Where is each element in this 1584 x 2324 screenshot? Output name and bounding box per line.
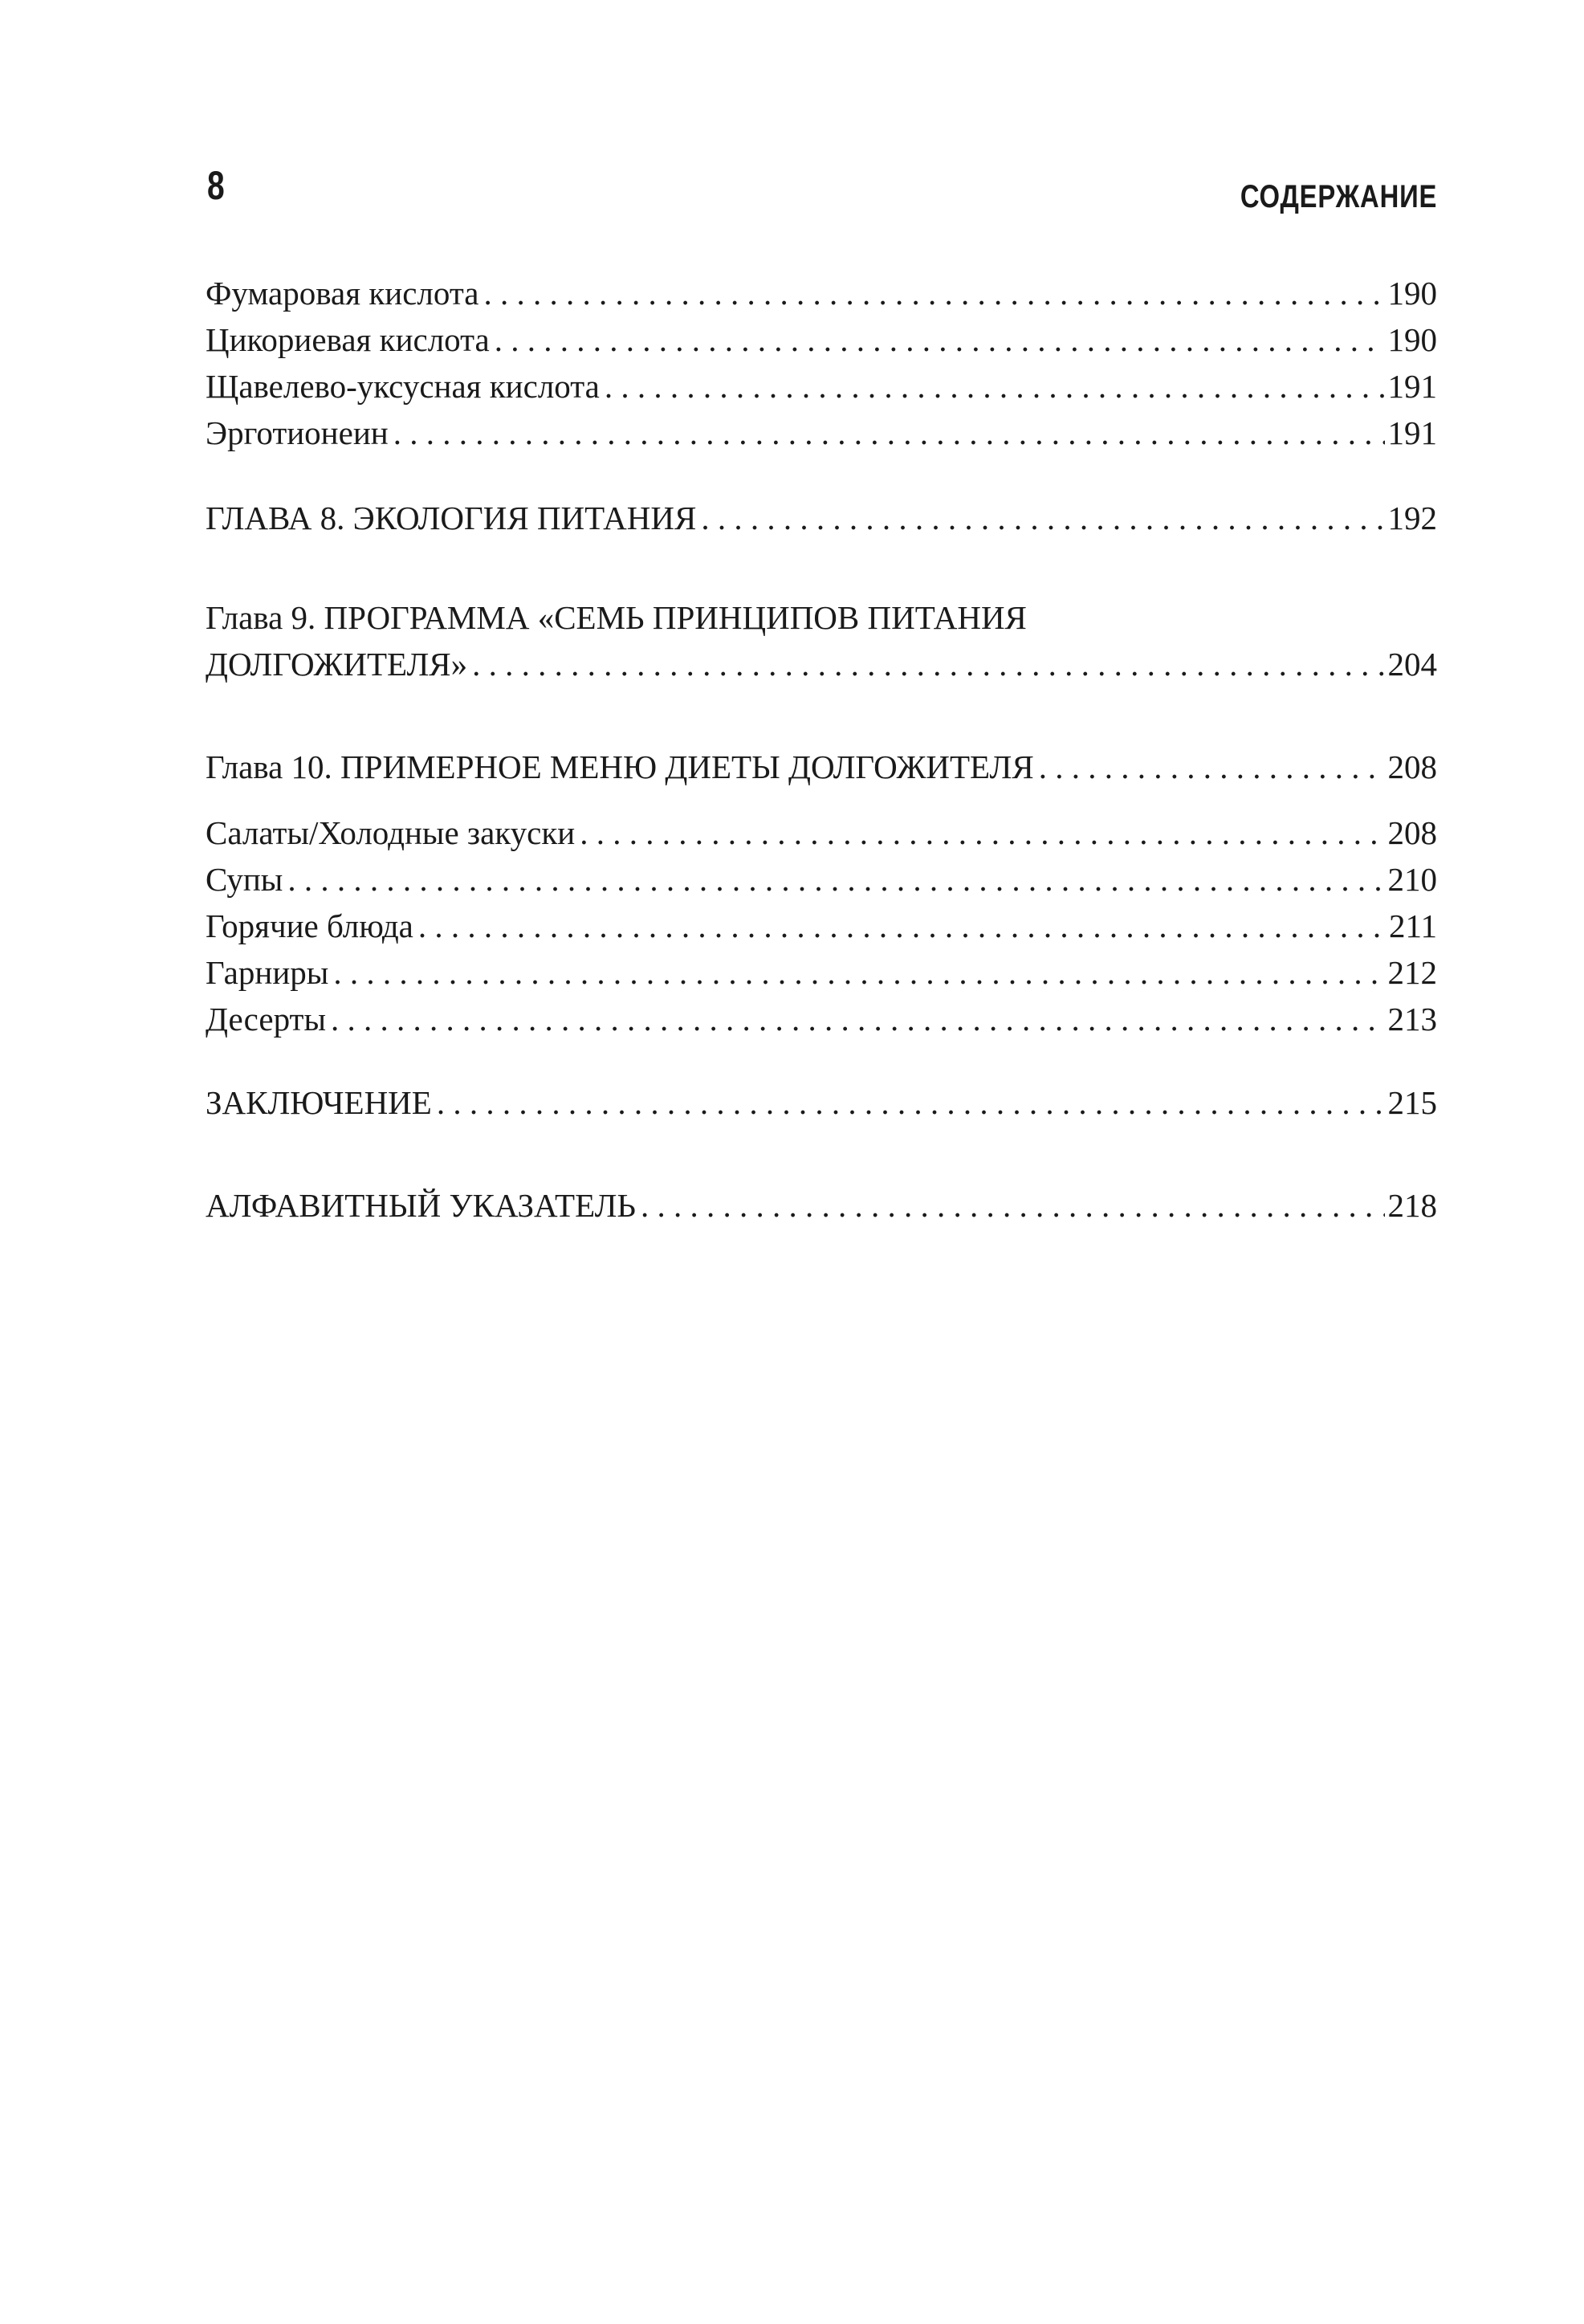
toc-entry-page: 192 xyxy=(1385,502,1438,535)
toc-leader xyxy=(641,1189,1385,1222)
toc-entry[interactable] xyxy=(206,956,1437,989)
toc-entry-page: 191 xyxy=(1385,417,1438,450)
page-number: 8 xyxy=(207,163,225,208)
toc-entry-title: Глава 10. ПРИМЕРНОЕ МЕНЮ ДИЕТЫ ДОЛГОЖИТЕЛЯ xyxy=(206,751,1039,784)
toc-entry-page: 212 xyxy=(1385,956,1438,989)
toc-entry-title: Гарниры xyxy=(206,956,333,989)
toc-entry[interactable] xyxy=(206,1003,1437,1036)
toc-entry-page: 211 xyxy=(1386,910,1437,943)
toc-entry-page: 210 xyxy=(1385,863,1438,896)
toc-leader xyxy=(418,910,1386,943)
running-head: СОДЕРЖАНИЕ xyxy=(1240,179,1437,214)
toc-chapter-8[interactable] xyxy=(206,499,1437,536)
toc-entry-title: АЛФАВИТНЫЙ УКАЗАТЕЛЬ xyxy=(206,1189,641,1222)
toc-entry-page: 191 xyxy=(1385,370,1438,403)
toc-chapter-10[interactable] xyxy=(206,748,1437,785)
toc-entry-page: 208 xyxy=(1385,817,1438,850)
toc-entry-page: 204 xyxy=(1385,648,1438,681)
toc-entry-title: ЗАКЛЮЧЕНИЕ xyxy=(206,1087,437,1119)
toc-leader xyxy=(393,417,1385,450)
toc-leader xyxy=(483,277,1384,310)
toc-entry[interactable] xyxy=(206,907,1437,944)
toc-entry-page: 213 xyxy=(1385,1003,1438,1036)
toc-entry-title: Цикориевая кислота xyxy=(206,324,495,357)
toc-leader xyxy=(472,648,1384,681)
toc-entry-title: Щавелево-уксусная кислота xyxy=(206,370,605,403)
toc-leader xyxy=(437,1087,1385,1119)
toc-entry-title: Эрготионеин xyxy=(206,417,393,450)
toc-leader xyxy=(287,863,1384,896)
toc-entry-title: Горячие блюда xyxy=(206,910,418,943)
toc-entry-title: Фумаровая кислота xyxy=(206,277,483,310)
toc-entry-page: 208 xyxy=(1385,751,1438,784)
toc-entry[interactable] xyxy=(206,814,1437,851)
toc-index[interactable] xyxy=(206,1189,1437,1222)
toc-conclusion[interactable] xyxy=(206,1084,1437,1121)
toc-chapter-9[interactable] xyxy=(206,648,1437,681)
toc-entry-page: 215 xyxy=(1385,1087,1438,1119)
toc-leader xyxy=(333,956,1384,989)
toc-entry-title: Супы xyxy=(206,863,287,896)
toc-leader xyxy=(701,502,1384,535)
toc-entry-title: Салаты/Холодные закуски xyxy=(206,817,580,850)
toc-entry-page: 190 xyxy=(1385,277,1438,310)
toc-entry-title: ДОЛГОЖИТЕЛЯ» xyxy=(206,648,472,681)
toc-leader xyxy=(605,370,1385,403)
toc-entry-page: 190 xyxy=(1385,324,1438,357)
toc-entry[interactable] xyxy=(206,414,1437,451)
toc-entry[interactable] xyxy=(206,321,1437,358)
toc-leader xyxy=(331,1003,1384,1036)
toc-entry-title: ГЛАВА 8. ЭКОЛОГИЯ ПИТАНИЯ xyxy=(206,502,701,535)
toc-entry-page: 218 xyxy=(1385,1189,1438,1222)
toc-entry-title: Десерты xyxy=(206,1003,331,1036)
toc-chapter-9-line-1[interactable]: Глава 9. ПРОГРАММА «СЕМЬ ПРИНЦИПОВ ПИТАНИЯ xyxy=(206,599,1027,636)
toc-leader xyxy=(580,817,1384,850)
toc-leader xyxy=(1039,751,1385,784)
toc-leader xyxy=(495,324,1385,357)
toc-entry[interactable] xyxy=(206,277,1437,310)
toc-entry[interactable] xyxy=(206,863,1437,896)
toc-entry[interactable] xyxy=(206,370,1437,403)
